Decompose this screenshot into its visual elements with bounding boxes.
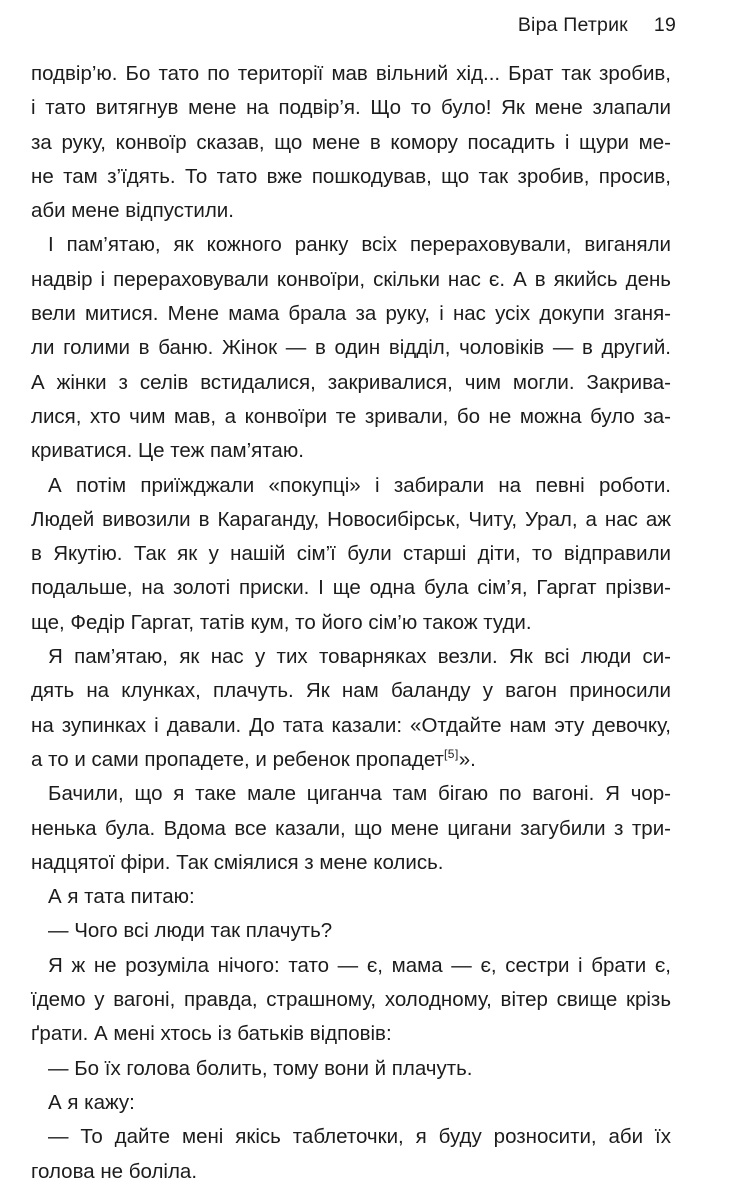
text-line — [31, 812, 671, 846]
text-line — [31, 709, 671, 743]
text-line — [31, 743, 671, 777]
text-line — [31, 1155, 671, 1189]
line-text: — Чого всі люди так плачуть? — [48, 919, 333, 943]
line-text: — Бо їх голова болить, тому вони й плачуть. — [48, 1056, 473, 1080]
body-text — [31, 57, 671, 1189]
line-text: — То дайте мені якісь таблеточки, я буду розносити, аби їх — [48, 1125, 671, 1149]
line-text: лися, хто чим мав, а конвоїри те зривали, бо не можна було за- — [31, 404, 671, 428]
line-text: на зупинках і давали. До тата казали: «Отдайте нам эту девочку, — [31, 713, 671, 737]
text-line — [31, 846, 671, 880]
line-text: голова не боліла. — [31, 1159, 198, 1183]
line-text: і тато витягнув мене на подвір’я. Що то було! Як мене злапали — [31, 96, 671, 120]
text-line — [31, 400, 671, 434]
line-tail: ». — [458, 747, 476, 771]
text-line — [31, 674, 671, 708]
line-text: ґрати. А мені хтось із батьків відповів: — [31, 1022, 392, 1046]
text-line — [31, 914, 671, 948]
footnote-marker: [5] — [443, 746, 459, 761]
line-text: ще, Федір Гаргат, татів кум, то його сім’ю також туди. — [31, 610, 532, 634]
page-number: 19 — [653, 14, 676, 36]
text-line — [31, 1017, 671, 1051]
text-line — [31, 228, 671, 262]
text-line — [31, 571, 671, 605]
line-text: ли голими в баню. Жінок — в один відділ, чоловіків — в другий. — [31, 336, 671, 360]
text-line — [31, 263, 671, 297]
text-line — [31, 434, 671, 468]
line-text: надвір і перераховували конвоїри, скільки нас є. А в якийсь день — [31, 267, 671, 291]
text-line — [31, 57, 671, 91]
text-line — [31, 880, 671, 914]
line-text: Людей вивозили в Караганду, Новосибірськ, Читу, Урал, а нас аж — [31, 507, 671, 531]
text-line — [31, 983, 671, 1017]
running-header — [518, 14, 676, 37]
text-line — [31, 160, 671, 194]
line-text: А я кажу: — [48, 1090, 135, 1114]
line-text: аби мене відпустили. — [31, 199, 234, 223]
text-line — [31, 194, 671, 228]
text-line — [31, 366, 671, 400]
line-text: надцятої фіри. Так сміялися з мене колись. — [31, 850, 444, 874]
text-line — [31, 503, 671, 537]
line-text: подальше, на золоті приски. І ще одна була сім’я, Гаргат прізви- — [31, 576, 671, 600]
text-line — [31, 331, 671, 365]
line-text: в Якутію. Так як у нашій сім’ї були старші діти, то відправили — [31, 542, 671, 566]
line-text: їдемо у вагоні, правда, страшному, холодному, вітер свище крізь — [31, 988, 671, 1012]
text-line — [31, 949, 671, 983]
text-line — [31, 1052, 671, 1086]
line-text: А потім приїжджали «покупці» і забирали на певні роботи. — [48, 473, 671, 497]
text-line — [31, 126, 671, 160]
line-text: Я ж не розуміла нічого: тато — є, мама — є, сестри і брати є, — [48, 953, 671, 977]
text-line — [31, 606, 671, 640]
line-text: І пам’ятаю, як кожного ранку всіх перераховували, виганяли — [48, 233, 671, 257]
text-line — [31, 1120, 671, 1154]
text-line — [31, 297, 671, 331]
line-text: вели митися. Мене мама брала за руку, і нас усіх докупи зганя- — [31, 302, 671, 326]
line-text: ненька була. Вдома все казали, що мене цигани загубили з три- — [31, 816, 671, 840]
header-author: Віра Петрик — [517, 14, 628, 36]
line-text: подвір’ю. Бо тато по території мав вільний хід... Брат так зробив, — [31, 62, 671, 85]
text-line — [31, 640, 671, 674]
text-line — [31, 777, 671, 811]
text-line — [31, 91, 671, 125]
line-text: криватися. Це теж пам’ятаю. — [31, 439, 304, 463]
line-text: а то и сами пропадете, и ребенок пропадет — [31, 747, 444, 771]
line-text: не там з’їдять. То тато вже пошкодував, що так зробив, просив, — [31, 164, 671, 188]
line-text: Я пам’ятаю, як нас у тих товарняках везли. Як всі люди си- — [48, 645, 671, 669]
text-line — [31, 469, 671, 503]
line-text: дять на клунках, плачуть. Як нам баланду у вагон приносили — [31, 679, 671, 703]
line-text: А я тата питаю: — [48, 885, 195, 909]
line-text: Бачили, що я таке мале циганча там бігаю по вагоні. Я чор- — [48, 782, 671, 806]
line-text: А жінки з селів встидалися, закривалися, чим могли. Закрива- — [31, 370, 671, 394]
text-line — [31, 537, 671, 571]
text-line — [31, 1086, 671, 1120]
line-text: за руку, конвоїр сказав, що мене в комору посадить і щури ме- — [31, 130, 671, 154]
